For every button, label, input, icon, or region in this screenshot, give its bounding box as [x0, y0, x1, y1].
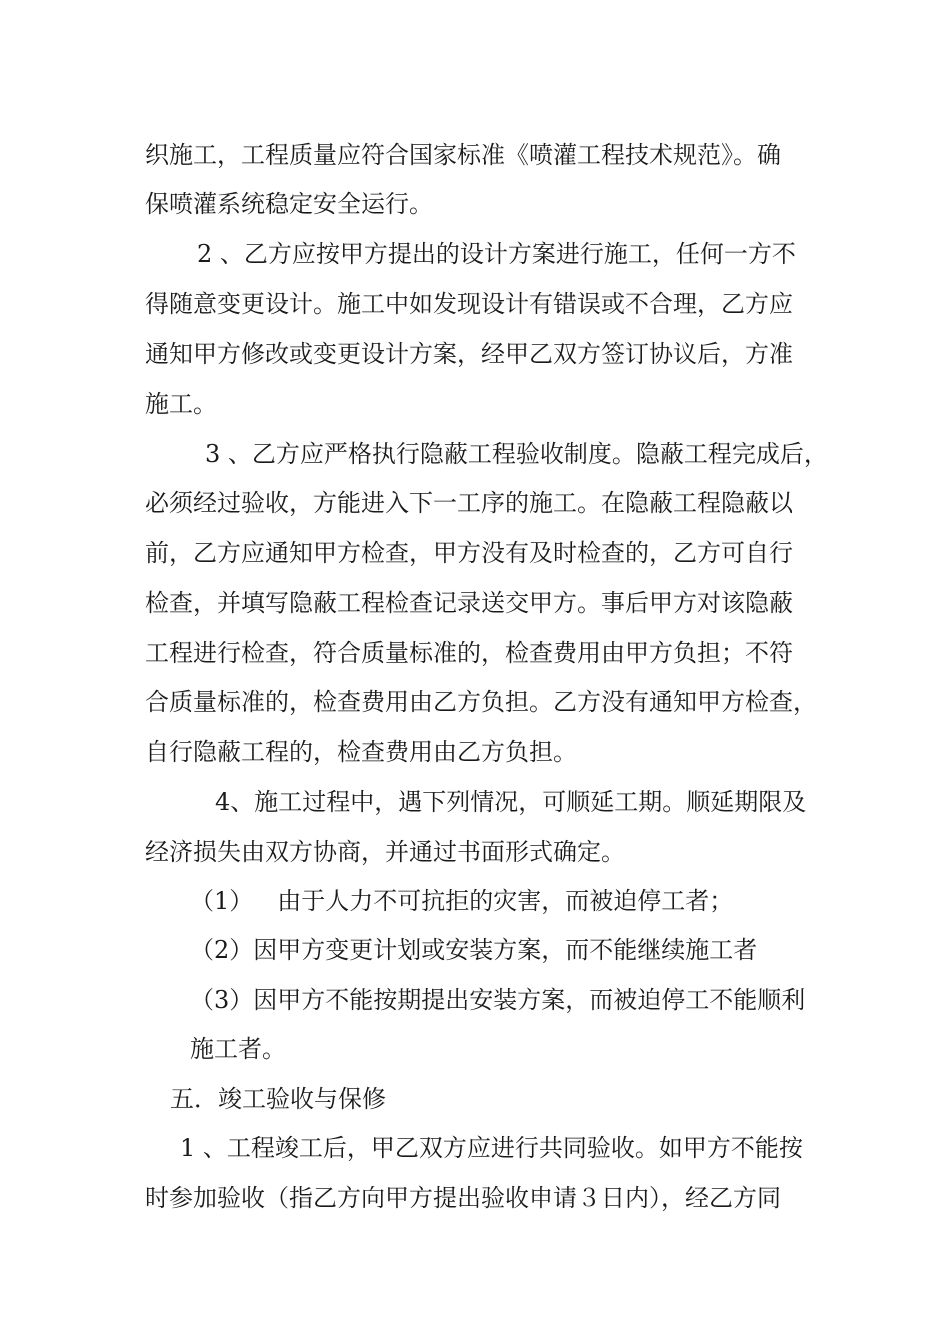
list-item: （2）因甲方变更计划或安装方案，而不能继续施工者 [190, 936, 758, 964]
section-heading: 五．竣工验收与保修 [170, 1085, 386, 1113]
text-line: 3 、乙方应严格执行隐蔽工程验收制度。隐蔽工程完成后， [205, 440, 828, 468]
text-line: 工程进行检查，符合质量标准的，检查费用由甲方负担；不符 [145, 639, 793, 667]
list-item-continuation: 施工者。 [190, 1035, 286, 1063]
list-item [190, 886, 733, 916]
text-line: 2 、乙方应按甲方提出的设计方案进行施工，任何一方不 [197, 240, 796, 268]
list-item-text: 由于人力不可抗拒的灾害，而被迫停工者； [277, 887, 734, 915]
text-line: 时参加验收（指乙方向甲方提出验收申请３日内），经乙方同 [145, 1184, 781, 1212]
text-line: 自行隐蔽工程的，检查费用由乙方负担。 [145, 738, 577, 766]
text-line: 必须经过验收，方能进入下一工序的施工。在隐蔽工程隐蔽以 [145, 489, 793, 517]
text-line: 检查，并填写隐蔽工程检查记录送交甲方。事后甲方对该隐蔽 [145, 589, 793, 617]
text-line: 合质量标准的，检查费用由乙方负担。乙方没有通知甲方检查， [145, 688, 817, 716]
text-line: 织施工，工程质量应符合国家标准《喷灌工程技术规范》。确 [145, 141, 781, 169]
text-line: 施工。 [145, 390, 217, 418]
text-line: 4、施工过程中，遇下列情况，可顺延工期。顺延期限及 [215, 788, 807, 816]
text-line: 前，乙方应通知甲方检查，甲方没有及时检查的，乙方可自行 [145, 539, 793, 567]
text-line: 1 、工程竣工后，甲乙双方应进行共同验收。如甲方不能按 [180, 1134, 803, 1162]
text-line: 经济损失由双方协商，并通过书面形式确定。 [145, 838, 625, 866]
list-item-number: （1） [190, 887, 254, 915]
text-line: 得随意变更设计。施工中如发现设计有错误或不合理，乙方应 [145, 290, 793, 318]
text-line: 通知甲方修改或变更设计方案，经甲乙双方签订协议后，方准 [145, 340, 793, 368]
text-line: 保喷灌系统稳定安全运行。 [145, 190, 433, 218]
list-item: （3）因甲方不能按期提出安装方案，而被迫停工不能顺利 [190, 986, 806, 1014]
